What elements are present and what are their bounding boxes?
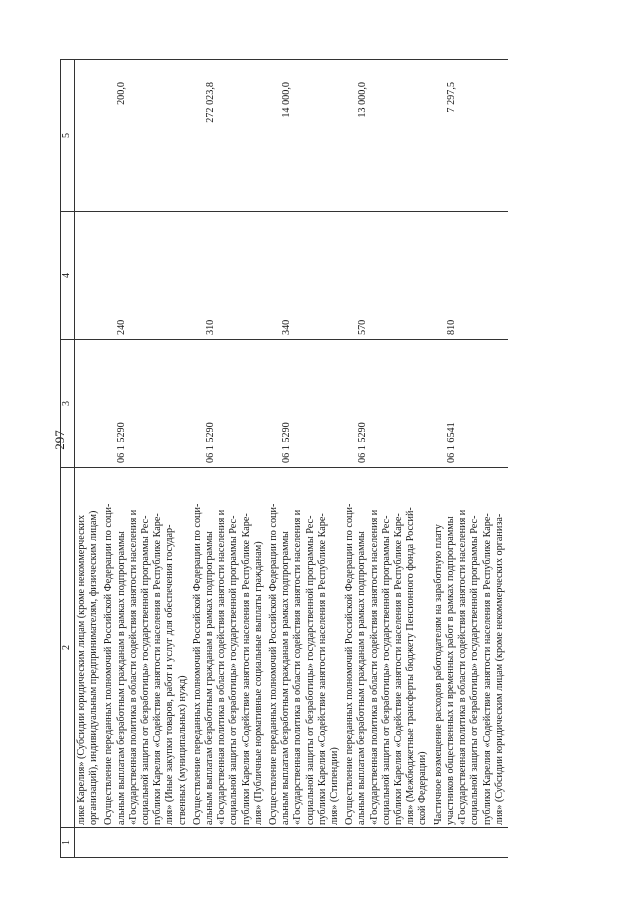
row-expense-type: 340 [267,212,343,340]
row-target-code: 06 1 5290 [191,340,267,468]
row-target-code: 06 1 5290 [267,340,343,468]
row-number-cell [343,828,431,858]
row-description [75,468,103,828]
description-line: социальной защиты от безработицы» государственной программы Рес- [228,515,240,825]
row-description [102,468,190,828]
description-line: лия» (Стипендии) [329,747,341,825]
row-target-code [75,340,103,468]
table-header-row [61,60,75,858]
row-amount [75,60,103,212]
header-col-2: 2 [61,468,75,828]
description-line: ственных (муниципальных) нужд) [176,675,188,825]
row-number-cell [267,828,343,858]
row-description [343,468,431,828]
description-line: социальной защиты от безработицы» государственной программы Рес- [140,515,152,825]
description-line: «Государственная политика в области содействия занятости населения и [127,509,139,825]
row-expense-type: 310 [191,212,267,340]
description-line: альным выплатам безработным гражданам в рамках подпрограммы [356,531,368,825]
header-col-3: 3 [61,340,75,468]
table-row [267,60,343,858]
description-line: альным выплатам безработным гражданам в рамках подпрограммы [280,531,292,825]
description-line: Осуществление переданных полномочий Российской Федерации по соци- [191,503,203,825]
description-line: социальной защиты от безработицы» государственной программы Рес- [469,515,481,825]
description-line: «Государственная политика в области содействия занятости населения и [368,509,380,825]
row-description [432,468,508,828]
description-line: организаций), индивидуальным предпринимателям, физическим лицам) [88,510,100,825]
page-number: 297 [52,430,67,450]
description-line: публики Карелия «Содействие занятости населения в Республике Каре- [393,513,405,825]
header-col-4: 4 [61,212,75,340]
description-line: публики Карелия «Содействие занятости населения в Республике Каре- [481,513,493,825]
description-line: лия» (Публичные нормативные социальные выплаты гражданам) [252,541,264,825]
description-line: Осуществление переданных полномочий Российской Федерации по соци- [268,503,280,825]
description-line: лике Карелия» (Субсидии юридическим лицам (кроме некоммерческих [76,514,87,825]
description-line: лия» (Иные закупки товаров, работ и услуг для обеспечения государ- [164,524,176,825]
table-row [75,60,103,858]
description-line: социальной защиты от безработицы» государственной программы Рес- [380,515,392,825]
table-row [343,60,431,858]
description-line: ской Федерации) [417,751,429,825]
row-amount: 7 297,5 [432,60,508,212]
row-amount: 272 023,8 [191,60,267,212]
description-line: публики Карелия «Содействие занятости населения в Республике Каре- [240,513,252,825]
description-line: «Государственная политика в области содействия занятости населения и [216,509,228,825]
header-col-1: 1 [61,828,75,858]
row-target-code: 06 1 6541 [432,340,508,468]
description-line: Осуществление переданных полномочий Российской Федерации по соци- [103,503,115,825]
table-row [432,60,508,858]
row-expense-type: 810 [432,212,508,340]
description-line: публики Карелия «Содействие занятости населения в Республике Каре- [316,513,328,825]
row-expense-type [75,212,103,340]
description-line: публики Карелия «Содействие занятости населения в Республике Каре- [152,513,164,825]
row-expense-type: 570 [343,212,431,340]
description-line: Осуществление переданных полномочий Российской Федерации по соци- [344,503,356,825]
budget-table-sheet [60,60,620,858]
description-line: «Государственная политика в области содействия занятости населения и [457,509,469,825]
row-number-cell [102,828,190,858]
row-amount: 200,0 [102,60,190,212]
row-number-cell [191,828,267,858]
row-amount: 14 000,0 [267,60,343,212]
budget-table [60,59,508,858]
table-row [191,60,267,858]
description-line: лия» (Субсидии юридическим лицам (кроме некоммерческих организа- [493,513,505,825]
header-col-5: 5 [61,60,75,212]
description-line: Частичное возмещение расходов работодателям на заработную плату [432,524,444,825]
row-expense-type: 240 [102,212,190,340]
description-line: участников общественных и временных работ в рамках подпрограммы [444,516,456,825]
row-amount: 13 000,0 [343,60,431,212]
table-row [102,60,190,858]
description-line: альным выплатам безработным гражданам в рамках подпрограммы [115,531,127,825]
row-number-cell [75,828,103,858]
description-line: социальной защиты от безработицы» государственной программы Рес- [304,515,316,825]
description-line: альным выплатам безработным гражданам в рамках подпрограммы [204,531,216,825]
row-description [191,468,267,828]
row-target-code: 06 1 5290 [343,340,431,468]
row-target-code: 06 1 5290 [102,340,190,468]
row-number-cell [432,828,508,858]
row-description [267,468,343,828]
table-body [75,60,508,858]
description-line: «Государственная политика в области содействия занятости населения и [292,509,304,825]
description-line: лия» (Межбюджетные трансферты бюджету Пенсионного фонда Россий- [405,507,417,825]
